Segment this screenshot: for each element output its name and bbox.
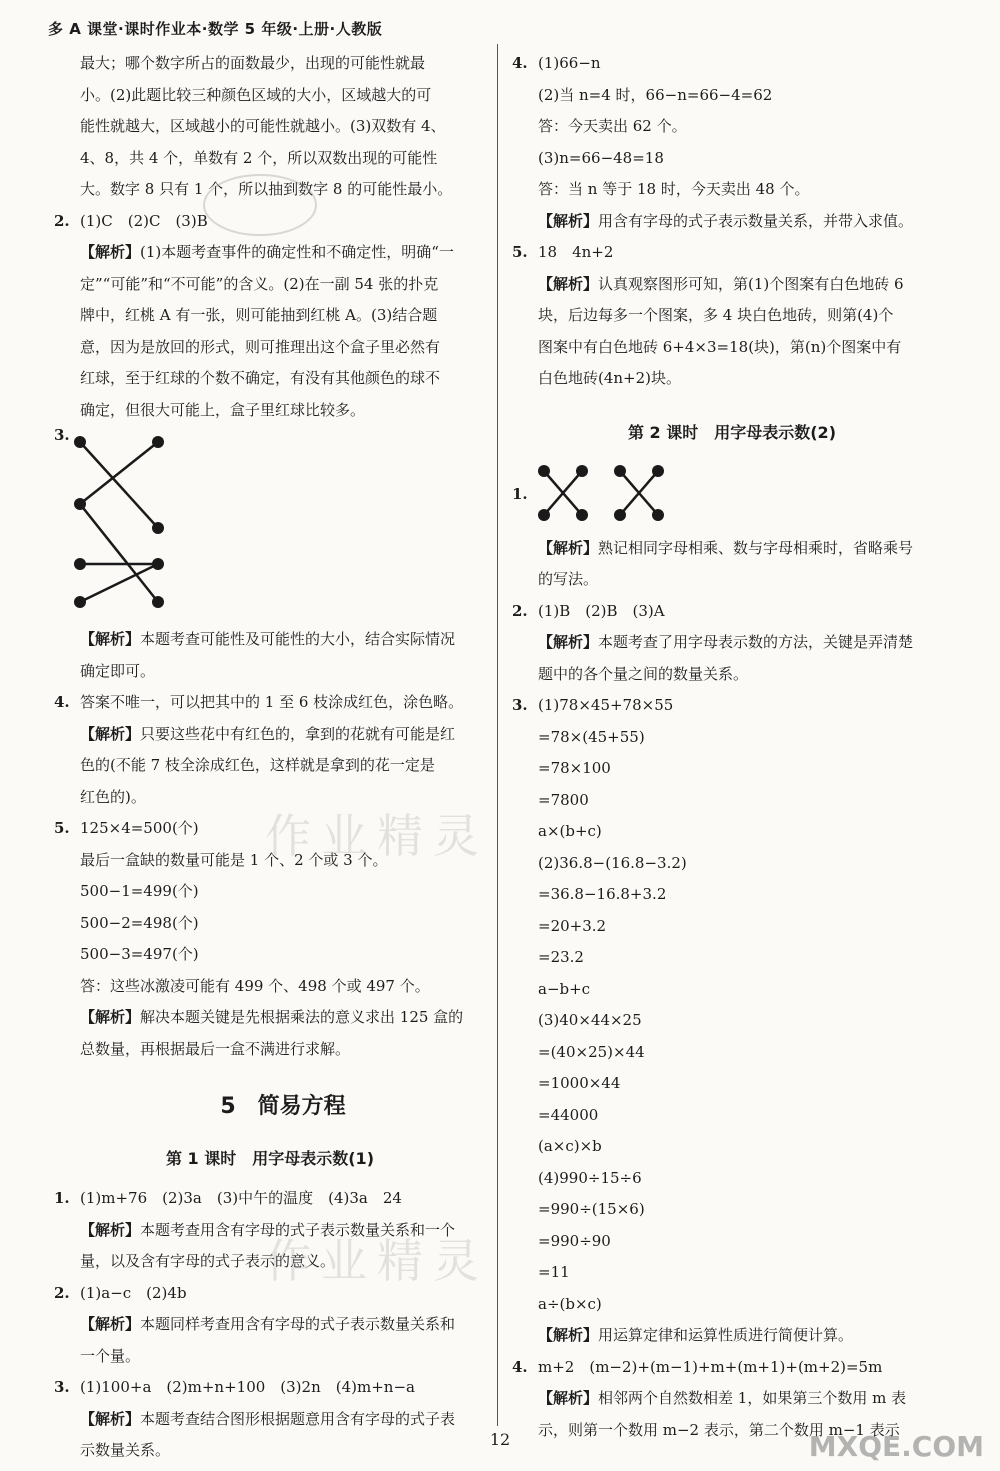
text-line: 答：今天卖出 62 个。 [538, 117, 687, 135]
analysis-label: 【解析】 [80, 1315, 141, 1333]
text-line: =78×(45+55) [538, 727, 645, 746]
text-line: 500−1=499(个) [80, 882, 199, 900]
answer-text: 18 4n+2 [538, 243, 614, 261]
analysis-text: 只要这些花中有红色的，拿到的花就有可能是红 [140, 724, 456, 743]
lesson2-question-1 [512, 457, 952, 533]
text-line: =44000 [538, 1105, 599, 1124]
text-line: =1000×44 [538, 1074, 621, 1092]
text-line: 4、8，共 4 个，单数有 2 个，所以双数出现的可能性 [80, 148, 438, 167]
question-4 [54, 687, 486, 719]
analysis-label: 【解析】 [80, 1220, 141, 1239]
text-line: a−b+c [538, 979, 591, 998]
watermark-seal [200, 170, 320, 240]
text-line: 红色的)。 [80, 787, 146, 806]
analysis-label: 【解析】 [80, 630, 141, 648]
text-line: 牌中，红桃 A 有一张，则可能抽到红桃 A。(3)结合题 [80, 306, 438, 324]
analysis-line [512, 269, 952, 301]
answer-text: (1)78×45+78×55 [538, 696, 674, 714]
analysis-line [512, 1320, 952, 1352]
answer-text: (1)66−n [538, 54, 601, 72]
lesson2-question-3 [512, 690, 952, 722]
analysis-line [54, 1309, 486, 1341]
question-5 [512, 237, 952, 269]
analysis-text: 相邻两个自然数相差 1，如果第三个数用 m 表 [598, 1389, 907, 1407]
text-line: =23.2 [538, 948, 584, 966]
analysis-label: 【解析】 [80, 1409, 141, 1428]
question-number: 1. [54, 1189, 70, 1207]
analysis-text: 用含有字母的式子表示数量关系，并带入求值。 [598, 211, 914, 230]
text-line: 确定即可。 [80, 661, 156, 680]
answer-text: (1)B (2)B (3)A [538, 601, 665, 620]
question-number: 1. [512, 484, 528, 503]
analysis-label: 【解析】 [80, 724, 141, 743]
analysis-text: (1)本题考查事件的确定性和不确定性，明确“一 [140, 243, 454, 261]
analysis-text: 熟记相同字母相乘、数与字母相乘时，省略乘号 [598, 538, 914, 557]
text-line: 定”“可能”和“不可能”的含义。(2)在一副 54 张的扑克 [80, 274, 439, 293]
text-line: 意，因为是放回的形式，则可推理出这个盒子里必然有 [80, 337, 441, 356]
text-line: 最大；哪个数字所占的面数最少，出现的可能性就最 [80, 54, 426, 72]
text-line: 最后一盒缺的数量可能是 1 个、2 个或 3 个。 [80, 850, 388, 869]
page-header: 多 A 课堂·课时作业本·数学 5 年级·上册·人教版 [48, 20, 383, 38]
watermark-text: 作业精灵 [265, 809, 489, 863]
text-line: (2)当 n=4 时，66−n=66−4=62 [538, 85, 773, 104]
question-number: 4. [512, 1357, 528, 1376]
text-line: 题中的各个量之间的数量关系。 [538, 664, 749, 683]
text-line: 块，后边每多一个图案，多 4 块白色地砖，则第(4)个 [538, 306, 894, 324]
question-number: 2. [54, 1283, 70, 1302]
text-line: a×(b+c) [538, 822, 602, 840]
analysis-text: 本题考查可能性及可能性的大小，结合实际情况 [140, 630, 456, 648]
analysis-label: 【解析】 [538, 211, 599, 230]
question-number: 3. [512, 696, 528, 714]
answer-text: (1)m+76 (2)3a (3)中午的温度 (4)3a 24 [80, 1189, 402, 1207]
lesson2-question-2 [512, 596, 952, 628]
lesson2-question-4 [512, 1352, 952, 1384]
analysis-line [54, 719, 486, 751]
text-line: =36.8−16.8+3.2 [538, 885, 667, 903]
question-number: 3. [54, 426, 70, 444]
analysis-line [512, 1383, 952, 1415]
text-line: 确定，但很大可能上，盒子里红球比较多。 [80, 400, 366, 419]
analysis-label: 【解析】 [80, 1008, 141, 1026]
text-line: 白色地砖(4n+2)块。 [538, 369, 682, 387]
text-line: 总数量，再根据最后一盒不满进行求解。 [80, 1039, 351, 1058]
text-line: 大。数字 8 只有 1 个，所以抽到数字 8 的可能性最小。 [80, 180, 453, 198]
answer-text: 答案不唯一，可以把其中的 1 至 6 枝涂成红色，涂色略。 [80, 693, 464, 711]
lesson-title: 第 1 课时 用字母表示数(1) [165, 1149, 375, 1168]
text-line: 一个量。 [80, 1346, 141, 1365]
lesson1-question-3 [54, 1372, 486, 1404]
analysis-line [54, 237, 486, 269]
text-line: 500−2=498(个) [80, 913, 199, 932]
text-line: =990÷(15×6) [538, 1200, 645, 1218]
text-line: (a×c)×b [538, 1137, 602, 1155]
matching-diagram [534, 461, 674, 525]
text-line: =78×100 [538, 759, 611, 777]
analysis-text: 解决本题关键是先根据乘法的意义求出 125 盒的 [140, 1008, 464, 1026]
analysis-line [512, 206, 952, 238]
analysis-text: 本题同样考查用含有字母的式子表示数量关系和 [140, 1315, 456, 1333]
analysis-label: 【解析】 [538, 1389, 599, 1407]
analysis-text: 用运算定律和运算性质进行简便计算。 [598, 1326, 854, 1344]
text-line: 答：这些冰激凌可能有 499 个、498 个或 497 个。 [80, 976, 430, 995]
lesson1-question-1 [54, 1183, 486, 1215]
analysis-label: 【解析】 [538, 633, 599, 651]
analysis-text: 本题考查用含有字母的式子表示数量关系和一个 [140, 1220, 456, 1239]
page-number: 12 [489, 1430, 511, 1449]
answer-text: 125×4=500(个) [80, 819, 199, 837]
question-number: 5. [512, 243, 528, 261]
text-line: 能性就越大，区域越小的可能性就越小。(3)双数有 4、 [80, 117, 446, 135]
text-line: =11 [538, 1263, 570, 1281]
analysis-text: 本题考查了用字母表示数的方法，关键是弄清楚 [598, 633, 914, 651]
answer-text: (1)C (2)C (3)B [80, 211, 208, 230]
question-3 [54, 426, 486, 624]
lesson-title: 第 2 课时 用字母表示数(2) [627, 422, 837, 442]
analysis-text: 本题考查结合图形根据题意用含有字母的式子表 [140, 1409, 456, 1428]
site-watermark: MXQE.COM [808, 1430, 984, 1463]
text-line: =7800 [538, 790, 589, 809]
question-number: 5. [54, 819, 70, 837]
analysis-label: 【解析】 [538, 274, 599, 293]
right-column [512, 48, 952, 1446]
answer-text: m+2 (m−2)+(m−1)+m+(m+1)+(m+2)=5m [538, 1357, 883, 1376]
watermark-text: 作业精灵 [265, 1234, 489, 1288]
text-line: 500−3=497(个) [80, 945, 199, 963]
analysis-line [54, 1002, 486, 1034]
text-line: 小。(2)此题比较三种颜色区域的大小，区域越大的可 [80, 85, 432, 104]
question-number: 2. [54, 211, 70, 230]
analysis-line [512, 533, 952, 565]
text-line: =(40×25)×44 [538, 1042, 645, 1061]
text-line: =990÷90 [538, 1231, 611, 1250]
text-line: 量，以及含有字母的式子表示的意义。 [80, 1252, 336, 1270]
chapter-title: 5 简易方程 [220, 1094, 346, 1119]
column-divider [497, 44, 498, 1426]
text-line: 示数量关系。 [80, 1441, 171, 1459]
text-line: (2)36.8−(16.8−3.2) [538, 853, 687, 872]
question-number: 4. [54, 693, 70, 711]
text-line: 图案中有白色地砖 6+4×3=18(块)，第(n)个图案中有 [538, 337, 902, 356]
text-line: 的写法。 [538, 570, 599, 588]
text-line: 示，则第一个数用 m−2 表示，第二个数用 m−1 表示 [538, 1420, 900, 1439]
analysis-line [54, 624, 486, 656]
analysis-text: 认真观察图形可知，第(1)个图案有白色地砖 6 [598, 274, 904, 293]
text-line: (4)990÷15÷6 [538, 1168, 642, 1187]
text-line: (3)40×44×25 [538, 1011, 642, 1029]
analysis-label: 【解析】 [538, 1326, 599, 1344]
text-line: 答：当 n 等于 18 时，今天卖出 48 个。 [538, 180, 810, 198]
question-number: 4. [512, 54, 528, 72]
matching-diagram [72, 432, 192, 612]
question-4 [512, 48, 952, 80]
question-number: 3. [54, 1378, 70, 1396]
analysis-label: 【解析】 [80, 243, 141, 261]
answer-text: (1)100+a (2)m+n+100 (3)2n (4)m+n−a [80, 1378, 415, 1396]
text-line: 色的(不能 7 枝全涂成红色，这样就是拿到的花一定是 [80, 756, 435, 774]
text-line: (3)n=66−48=18 [538, 148, 664, 167]
analysis-line [512, 627, 952, 659]
question-number: 2. [512, 601, 528, 620]
analysis-label: 【解析】 [538, 538, 599, 557]
text-line: 红球，至于红球的个数不确定，有没有其他颜色的球不 [80, 369, 441, 387]
answer-text: (1)a−c (2)4b [80, 1283, 187, 1302]
text-line: =20+3.2 [538, 916, 607, 935]
text-line: a÷(b×c) [538, 1294, 602, 1313]
